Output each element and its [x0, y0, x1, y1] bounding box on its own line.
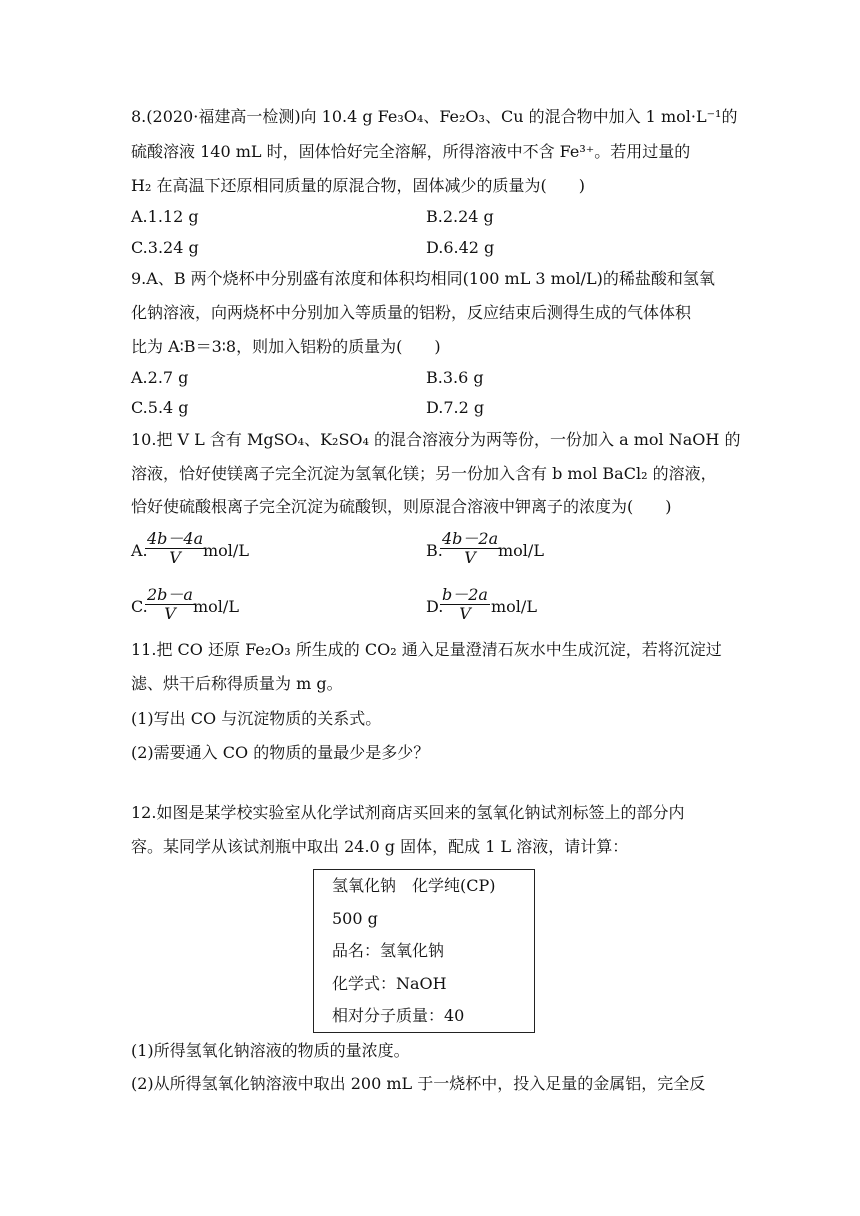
q8-option-d: D.6.42 g — [426, 238, 495, 257]
reagent-label-line-1: 氢氧化钠 化学纯(CP) — [332, 876, 496, 895]
q10-line-1: 10.把 V L 含有 MgSO₄、K₂SO₄ 的混合溶液分为两等份，一份加入 a mol NaOH 的 — [131, 430, 741, 449]
q8-option-b: B.2.24 g — [426, 207, 494, 226]
reagent-label-line-5: 相对分子质量：40 — [332, 1006, 465, 1025]
q10-option-d-fraction — [440, 586, 490, 623]
q10-option-b-unit: mol/L — [498, 541, 544, 560]
q10-option-c-letter: C. — [131, 597, 148, 616]
q8-line-2: 硫酸溶液 140 mL 时，固体恰好完全溶解，所得溶液中不含 Fe³⁺。若用过量的 — [131, 142, 691, 161]
q9-line-1: 9.A、B 两个烧杯中分别盛有浓度和体积均相同(100 mL 3 mol/L)的稀盐酸和氢氧 — [131, 269, 715, 288]
q11-line-2: 滤、烘干后称得质量为 m g。 — [131, 674, 343, 693]
q10-option-a-letter: A. — [131, 541, 148, 560]
q11-line-1: 11.把 CO 还原 Fe₂O₃ 所生成的 CO₂ 通入足量澄清石灰水中生成沉淀，若将沉淀过 — [131, 640, 722, 659]
q10-line-2: 溶液，恰好使镁离子完全沉淀为氢氧化镁；另一份加入含有 b mol BaCl₂ 的溶液， — [131, 464, 717, 483]
reagent-label-line-2: 500 g — [332, 909, 378, 928]
q9-option-c: C.5.4 g — [131, 398, 189, 417]
q10-option-b-denominator: V — [464, 548, 476, 567]
q9-option-d: D.7.2 g — [426, 398, 485, 417]
q12-line-1: 12.如图是某学校实验室从化学试剂商店买回来的氢氧化钠试剂标签上的部分内 — [131, 803, 685, 822]
q12-sub-question-1: (1)所得氢氧化钠溶液的物质的量浓度。 — [131, 1041, 410, 1060]
q10-option-a-fraction — [145, 530, 205, 567]
q10-option-c-numerator: 2b－a — [147, 585, 193, 604]
q8-line-1: 8.(2020·福建高一检测)向 10.4 g Fe₃O₄、Fe₂O₃、Cu 的混合物中加入 1 mol·L⁻¹的 — [131, 107, 738, 126]
q10-option-c-fraction — [145, 586, 195, 623]
q11-sub-question-2: (2)需要通入 CO 的物质的量最少是多少？ — [131, 743, 430, 762]
reagent-label-line-4: 化学式：NaOH — [332, 974, 447, 993]
q10-option-d-letter: D. — [426, 597, 444, 616]
reagent-label-box — [313, 869, 535, 1033]
q8-line-3: H₂ 在高温下还原相同质量的原混合物，固体减少的质量为( ) — [131, 176, 585, 195]
q10-option-c-unit: mol/L — [193, 597, 239, 616]
q10-line-3: 恰好使硫酸根离子完全沉淀为硫酸钡，则原混合溶液中钾离子的浓度为( ) — [131, 497, 672, 516]
reagent-label-line-3: 品名：氢氧化钠 — [332, 941, 445, 960]
q10-option-a-unit: mol/L — [203, 541, 249, 560]
q10-option-d-denominator: V — [459, 604, 471, 623]
q12-sub-question-2: (2)从所得氢氧化钠溶液中取出 200 mL 于一烧杯中，投入足量的金属铝，完全反 — [131, 1074, 706, 1093]
q9-line-3: 比为 A∶B＝3∶8，则加入铝粉的质量为( ) — [131, 337, 441, 356]
q8-option-c: C.3.24 g — [131, 238, 199, 257]
q9-option-b: B.3.6 g — [426, 368, 484, 387]
q11-sub-question-1: (1)写出 CO 与沉淀物质的关系式。 — [131, 709, 382, 728]
q9-line-2: 化钠溶液，向两烧杯中分别加入等质量的铝粉，反应结束后测得生成的气体体积 — [131, 303, 692, 322]
q8-option-a: A.1.12 g — [131, 207, 199, 226]
q10-option-b-letter: B. — [426, 541, 443, 560]
q12-line-2: 容。某同学从该试剂瓶中取出 24.0 g 固体，配成 1 L 溶液，请计算： — [131, 837, 629, 856]
q9-option-a: A.2.7 g — [131, 368, 189, 387]
q10-option-b-fraction — [440, 530, 500, 567]
q10-option-c-denominator: V — [164, 604, 176, 623]
q10-option-d-numerator: b－2a — [442, 585, 488, 604]
q10-option-a-numerator: 4b－4a — [147, 529, 204, 548]
q10-option-a-denominator: V — [169, 548, 181, 567]
q10-option-b-numerator: 4b－2a — [442, 529, 499, 548]
q10-option-d-unit: mol/L — [491, 597, 537, 616]
